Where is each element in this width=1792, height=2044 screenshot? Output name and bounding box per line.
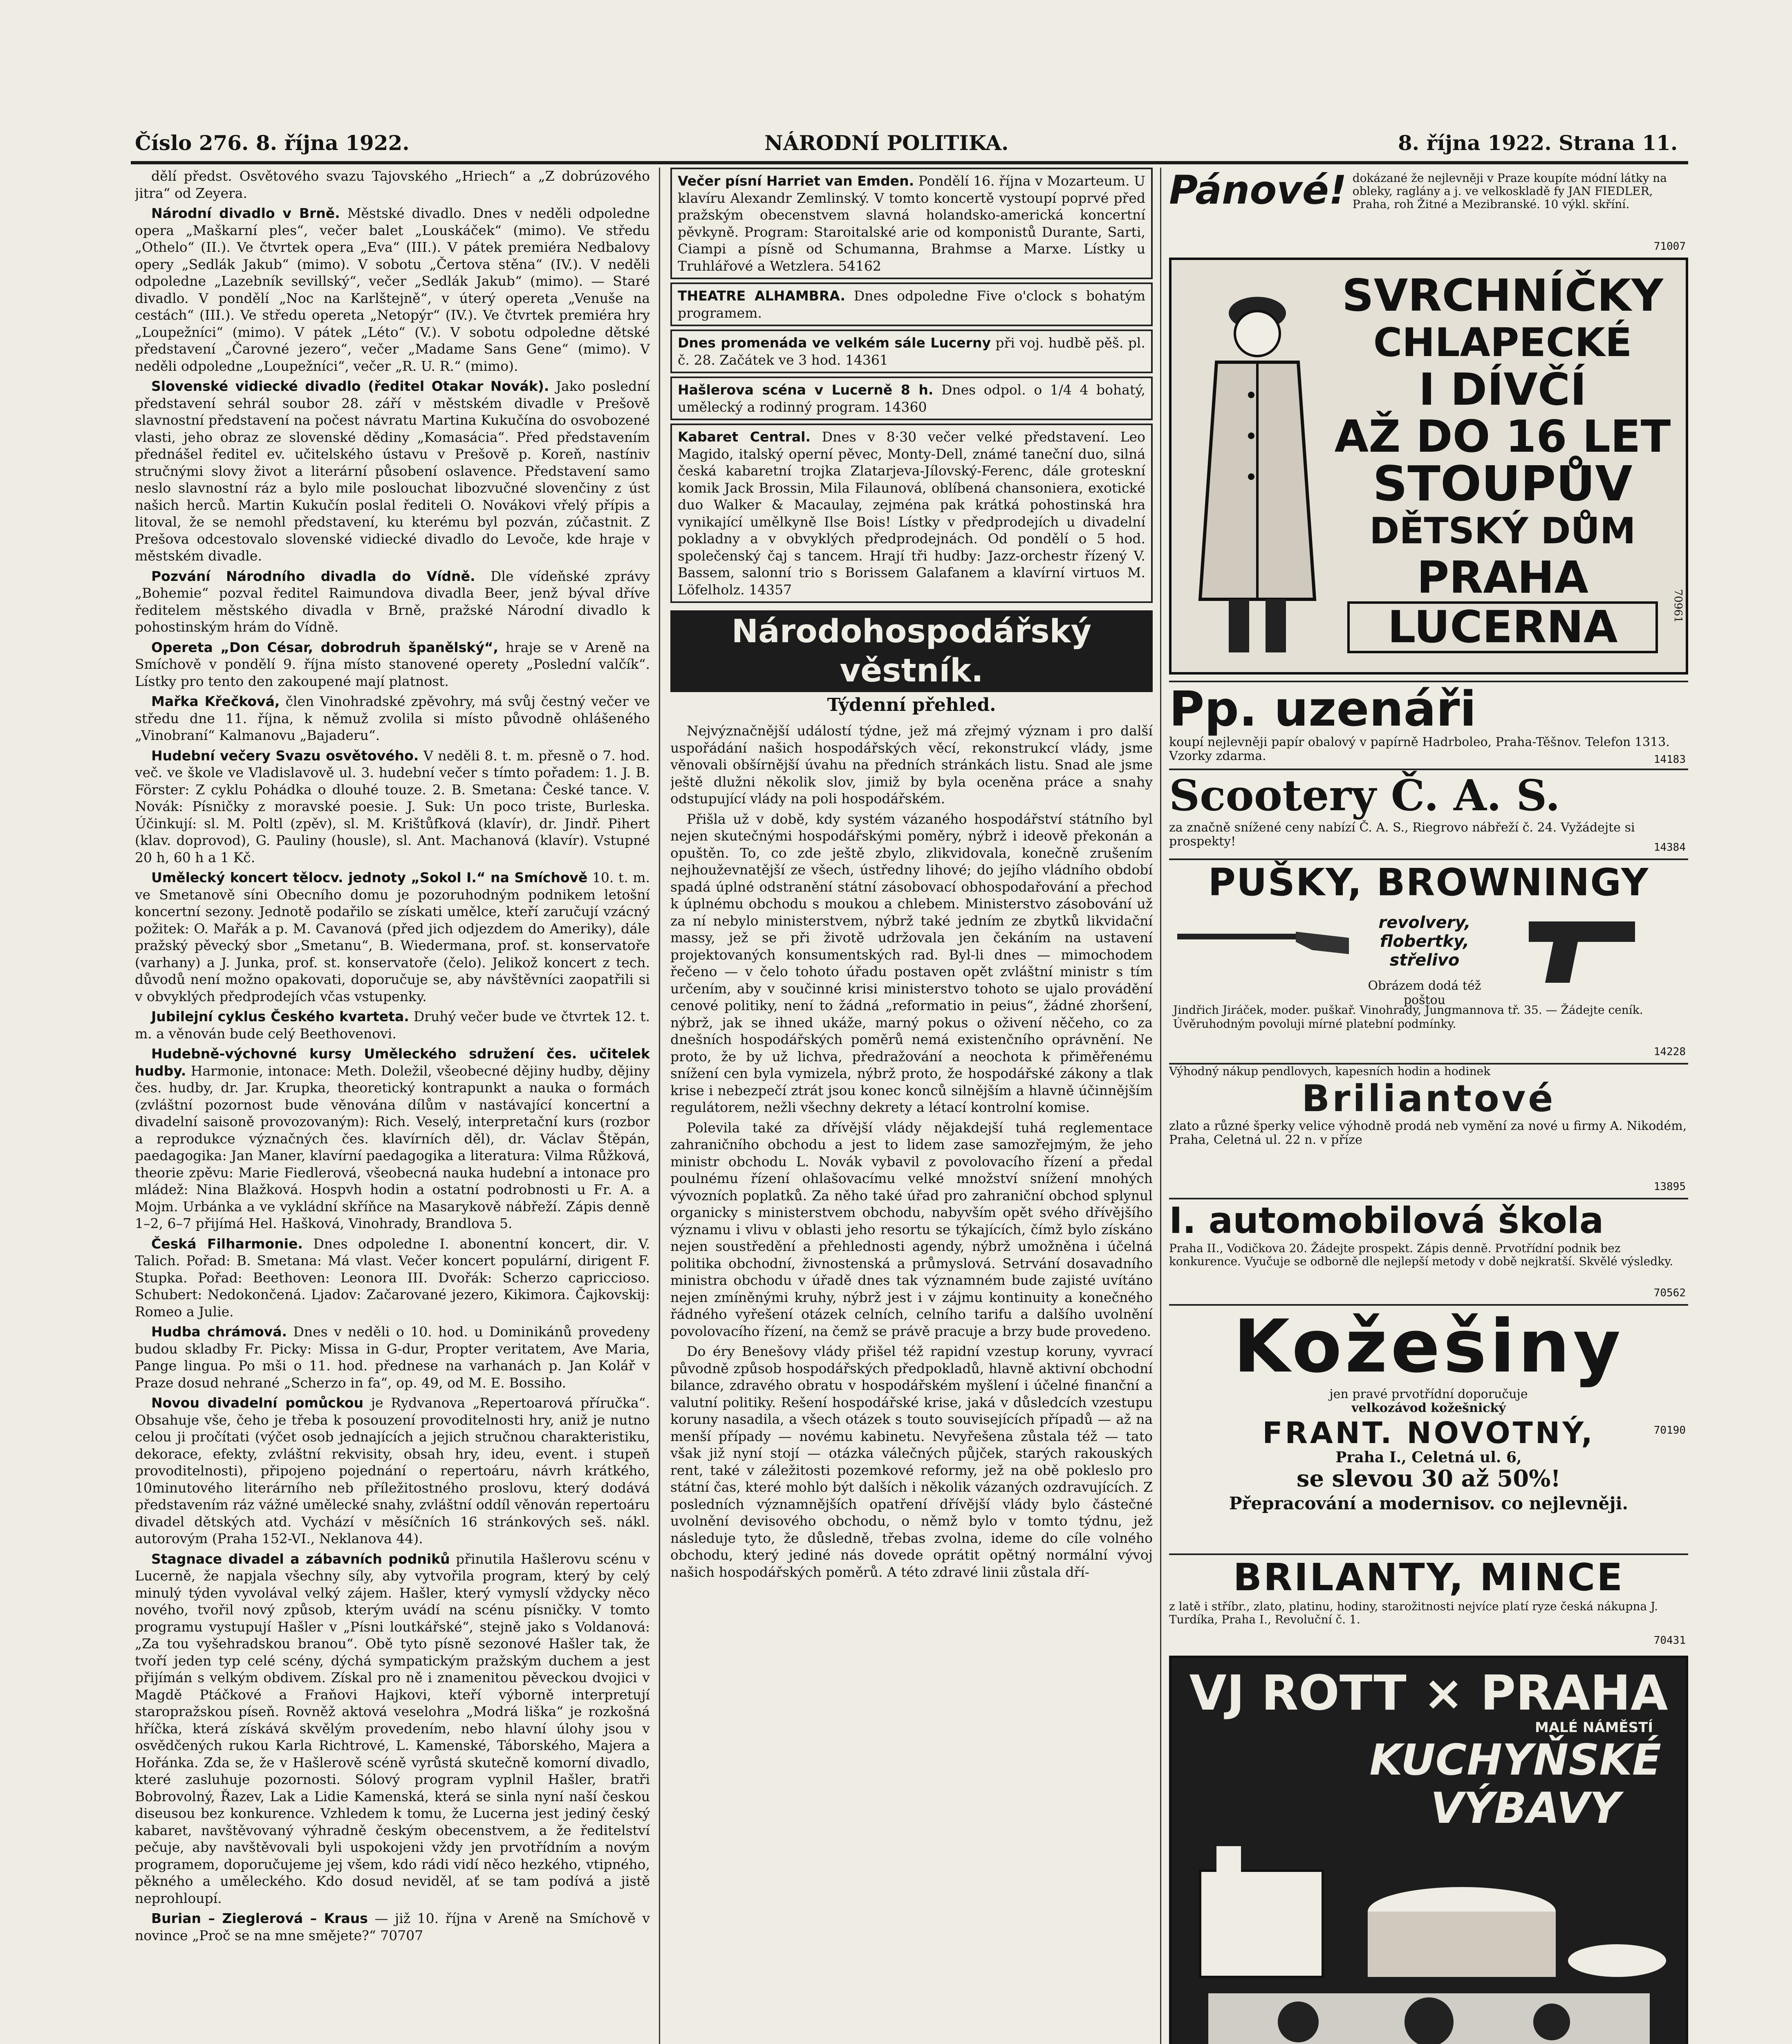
rifle-illustration xyxy=(1173,913,1353,962)
paragraph-lead: Umělecký koncert tělocv. jednoty „Sokol I.“ na Smíchově xyxy=(151,870,588,885)
poster-line: AŽ DO 16 LET xyxy=(1334,411,1671,462)
kitchenware-illustration xyxy=(1176,1838,1682,2044)
ad-uzenari-text: koupí nejlevněji papír obalový v papírně Hadrboleo, Praha-Těšnov. Telefon 1313. Vzorky zdarma. xyxy=(1169,735,1670,763)
paragraph-lead: THEATRE ALHAMBRA. xyxy=(678,288,845,304)
paragraph-lead: Česká Filharmonie. xyxy=(151,1235,303,1252)
article-paragraph xyxy=(135,168,650,202)
paragraph-text: Dnes v 8·30 večer velké představení. Leo Magido, italský operní pěvec, Monty-Dell, známé taneční duo, silná česká kabaretní trojka Zlatarjeva-Jílovský-Ferenc, dále groteskní komik Jack Brossin, Mila Filaunová, oblíbená chansoniera, exotické duo Walker & Macaulay, zejména pak krátká pohostinská hra vynikající umělkyně Ilse Bois! Lístky v předprodejích u divadelní pokladny a v obvyklých předprodejnách. Od pondělí o 5 hod. společenský čaj s tancem. Hrají tři hudby: Jazz-orchestr řízený V. Bassem, salonní trio s Borissem Galafanem a klavírní virtuos M. Löfelholz. 14357 xyxy=(678,429,1145,598)
ad-pusky-firm: Jindřich Jiráček, moder. puškař. Vinohrady, Jungmannova tř. 35. — Žádejte ceník. Úvěruhodným povoluji mírné platební podmínky. xyxy=(1173,1003,1643,1031)
ad-brilanty-title: BRILANTY, MINCE xyxy=(1233,1555,1624,1599)
ad-brilanty-text: z latě i stříbr., zlato, platinu, hodiny, starožitnosti nejvíce platí ryze česká nákupna J. Turdíka, Praha I., Revoluční č. 1. xyxy=(1169,1600,1658,1626)
paragraph-text: dělí předst. Osvětového svazu Tajovského „Hriech“ a „Z dobrúzového jitra“ od Zeyera. xyxy=(135,168,650,201)
paragraph-lead: Mařka Křečková, xyxy=(151,693,280,709)
ad-kozesiny-novotny xyxy=(1169,1304,1688,1549)
article-paragraph: Nejvýznačnější událostí týdne, jež má zřejmý význam i pro další uspořádání našich hospodářských věcí, rekonstrukcí vlády, jsme věnovali obšírnější úvahu na předních stránkách listu. Snad ale jsme ještě dlužni několik slov, jimiž by byla oceněna práce a snahy odstupující vlády na poli hospodářském. xyxy=(670,723,1153,807)
ad-number: 70562 xyxy=(1653,1287,1686,1299)
ad-automobil-title: I. automobilová škola xyxy=(1169,1199,1604,1242)
header-date-page: 8. října 1922. Strana 11. xyxy=(1398,131,1678,155)
ad-uzenari xyxy=(1169,681,1688,766)
paragraph-lead: Stagnace divadel a zábavních podniků xyxy=(151,1551,450,1567)
ad-scootery-title: Scootery Č. A. S. xyxy=(1169,770,1560,820)
ad-briliantove-title: Briliantové xyxy=(1301,1077,1556,1120)
article-paragraph xyxy=(670,282,1153,326)
ad-kozesiny-discount: se slevou 30 až 50%! xyxy=(1297,1465,1561,1492)
article-paragraph xyxy=(670,377,1153,420)
article-paragraph xyxy=(135,869,650,1005)
ad-automobil-text: Praha II., Vodičkova 20. Žádejte prospekt. Zápis denně. Prvotřídní podnik bez konkurence. Vyučuje se odborně dle nejlepší metody v době nejkratší. Skvělé výsledky. xyxy=(1169,1242,1673,1268)
article-paragraph xyxy=(135,639,650,690)
paragraph-text: Pondělí 16. října v Mozarteum. U klavíru Alexandr Zemlinský. V tomto koncertě vystoupí poprvé před pražským obecenstvem slavná holandsko-americká koncertní pěvkyně. Program: Staroitalské arie od komponistů Durante, Sarti, Ciampi a písně od Schumanna, Brahmse a Marxe. Lístky u Truhlářové a Wetzlera. 54162 xyxy=(678,173,1145,274)
header-rule xyxy=(131,161,1688,164)
ad-stoupuv-poster xyxy=(1169,258,1688,675)
economy-article xyxy=(670,722,1153,1580)
vjrott-top: VJ ROTT × PRAHA xyxy=(1189,1665,1668,1721)
paragraph-lead: Novou divadelní pomůckou xyxy=(151,1395,364,1411)
article-paragraph xyxy=(135,1235,650,1320)
article-paragraph xyxy=(135,205,650,374)
paragraph-text: hraje se v Areně na Smíchově v pondělí 9. října místo stanovené operety „Poslední valčík“. Lístky pro tento den zakoupené mají platnost. xyxy=(135,639,650,689)
ad-pusky xyxy=(1169,858,1688,1059)
ad-number: 71007 xyxy=(1653,240,1686,253)
ad-pusky-items: revolvery, flobertky, střelivo xyxy=(1378,913,1471,970)
ad-panove-title: Pánové! xyxy=(1169,168,1347,213)
paragraph-lead: Hudební večery Svazu osvětového. xyxy=(151,747,419,764)
paragraph-lead: Hašlerova scéna v Lucerně 8 h. xyxy=(678,382,934,398)
article-paragraph xyxy=(135,1323,650,1391)
ad-scootery xyxy=(1169,769,1688,854)
article-paragraph xyxy=(135,1910,650,1944)
article-paragraph xyxy=(670,329,1153,373)
poster-line: STOUPŮV xyxy=(1373,455,1633,512)
paragraph-text: Druhý večer bude ve čtvrtek 12. t. m. a věnován bude celý Beethovenovi. xyxy=(135,1009,650,1042)
ad-briliantove-head: Výhodný nákup pendlovych, kapesních hodin a hodinek xyxy=(1169,1065,1491,1078)
ad-number: 70961 xyxy=(1672,589,1684,623)
paragraph-text: je Rydvanova „Repertoarová příručka“. Obsahuje vše, čeho je třeba k posouzení provoditelnosti hry, aniž je nutno celou ji pročítati (výčet osob jednajících a jejich stručnou charakteristiku, dekorace, efekty, zvláštní rekvisity, obsah hry, ideu, event. i stupeň provoditelnosti), připojeno pojednání o repertoáru, návrh krátkého, 10minutového literárního neb příležitostného proslovu, který dodává představením ráz vážné umělecké snahy, zvláštní oddíl věnován repertoáru divadel dětských atd. Vychází v měsíčních 16 stránkových seš. nákl. autorovým (Praha 152-VI., Neklanova 44). xyxy=(135,1395,650,1546)
ad-kozesiny-l2: velkozávod kožešnický xyxy=(1351,1401,1506,1415)
paragraph-text: přinutila Hašlerovu scénu v Lucerně, že napjala všechny síly, aby vytvořila program, který by celý minulý týden vyvolával velký zájem. Hašler, který vymyslí vždycky něco nového, tvořil nový způsob, kterým uvádí na scénu písničky. V tomto programu vystupují Hašler v „Písni loutkářské“, stejně jako s Voldanová: „Za tou vyšehradskou branou“. Obě tyto písně sezonové Hašler tak, že tvoří jeden typ celé scény, dýchá sympatickým pražským duchem a jest přijímán s velkým obdivem. Získal pro ně i znamenitou pěveckou dvojici v Magdě Ptáčkové a Fraňovi Hajkovi, kteří výborně interpretují staropražskou píseň. Rovněž aktová veselohra „Modrá liška“ je rozkošná hříčka, která získává skvělým provedením, nebo hlavní úlohy jsou v osvědčených rukou Karla Richtrové, L. Kamenské, Táborského, Majera a Hořánka. Zda se, že v Hašlerově scéně vyrůstá skutečně komorní divadlo, které zasluhuje pozornosti. Sólový program vyplnil Hašler, bratři Bobrovolný, Řazev, Lak a Lidie Kamenská, která se sinla nyní naší českou diseusou bez konkurence. Vzhledem k tomu, že Lucerna jest jediný český kabaret, navštěvovaný výhradně českým obecenstvem, a že ředitelství pečuje, aby navštěvovali byli uspokojeni vždy jen prvotřídním a novým programem, doporučujeme jej všem, kdo rádi vidí něco hezkého, vtipného, pěkného a uměleckého. Kdo dosud neviděl, ať se tam podívá a jistě neprohloupí. xyxy=(135,1551,650,1906)
column-divider xyxy=(1160,168,1161,2044)
section-title: Národohospodářský věstník. xyxy=(670,610,1153,692)
poster-line: DĚTSKÝ DŮM xyxy=(1369,510,1636,552)
paragraph-text: Dnes v neděli o 10. hod. u Dominikánů provedeny budou skladby Fr. Picky: Missa in G-dur, Propter veritatem, Ave Maria, Pange lingua. Po mši o 11. hod. přednese na varhanách p. Jan Kolář v Praze dosud nehrané „Scherzo in fa“, op. 49, od M. E. Bossiho. xyxy=(135,1324,650,1391)
paragraph-text: Harmonie, intonace: Meth. Doležil, všeobecné dějiny hudby, dějiny čes. hudby, dr. Jar. Krupka, theoretický kontrapunkt a nauka o formách (zvláštní pozornost bude věnována dílům v nastávající koncertní a divadelní saisoně provozovaným): Rich. Veselý, interpretační kurs (rozbor a reprodukce význačných čes. klavírních děl), dr. Václav Štěpán, paedagogika: Jan Maner, klavírní paedagogika a literatura: Vilma Růžková, theorie zpěvu: Marie Fiedlerová, všeobecná nauka hudební a intonace pro mládež: Nina Blažková. Hospvh hodin a ostatní podrobnosti u Fr. A. a Mojm. Urbánka a ve vykládní skříňce na Masarykově nábřeží. Zápis denně 1–2, 6–7 přijímá Hel. Hašková, Vinohrady, Brandlova 5. xyxy=(135,1062,650,1231)
section-subtitle: Týdenní přehled. xyxy=(827,695,996,715)
page-header xyxy=(135,131,1688,164)
paragraph-text: při voj. hudbě pěš. pl. č. 28. Začátek ve 3 hod. 14361 xyxy=(678,335,1145,368)
ad-kozesiny-firm: FRANT. NOVOTNÝ, xyxy=(1262,1416,1595,1450)
ad-number: 13895 xyxy=(1653,1181,1686,1193)
article-paragraph xyxy=(135,1008,650,1042)
poster-line: CHLAPECKÉ xyxy=(1373,320,1632,365)
paragraph-text: 10. t. m. ve Smetanově síni Obecního domu je pozoruhodným podnikem letošní koncertní sezony. Jednotě podařilo se získati umělce, kteří zaručují vzácný požitek: O. Mařák a p. M. Cavanová (před jich odjezdem do Ameriky), dále pražský pěvecký sbor „Smetanu“, B. Wiedermana, prof. st. konservatoře (varhany) a J. Junka, prof. st. konservatoře (čelo). Jelikož koncert z tech. důvodů není možno opakovati, doporučuje se, aby návštěvníci zaopatřili si v obvyklých předprodejích včas vstupenky. xyxy=(135,870,650,1004)
paragraph-lead: Hudba chrámová. xyxy=(151,1324,287,1340)
ad-kozesiny-foot: Přepracování a modernisov. co nejlevněji. xyxy=(1229,1493,1628,1513)
header-masthead: NÁRODNÍ POLITIKA. xyxy=(764,131,1009,155)
boy-coat-illustration xyxy=(1180,264,1335,673)
ad-automobil-skola xyxy=(1169,1198,1688,1300)
ad-panove-text: dokázané že nejlevněji v Praze koupíte módní látky na obleky, raglány a j. ve velkoskladě fy JAN FIEDLER, Praha, roh Žitné a Mezibranské. 10 výkl. skříní. xyxy=(1352,171,1667,211)
paragraph-text: Dnes odpol. o 1/4 4 bohatý, umělecký a rodinný program. 14360 xyxy=(678,382,1145,415)
article-paragraph xyxy=(135,1551,650,1907)
ad-panove xyxy=(1169,168,1688,253)
column-culture-news xyxy=(135,168,650,2044)
article-paragraph xyxy=(135,693,650,744)
paragraph-text: Jako poslední představení sehrál soubor 28. září v městském divadle v Prešově slavnostní představení na počest návratu Martina Kukučína do osvobozené vlasti, jeho obraz ze slovenské dědiny „Komasácia“. Před představením přednášel ředitel ev. učitelského ústavu v Prešově p. Koreň, nastíniv stručnými slovy život a literární působení oslavence. Představení samo neslo slavnostní ráz a bylo mile poslouchat libozvučné slovenčiny z úst našich herců. Martin Kukučín poslal řediteli O. Novákovi vřelý přípis a litoval, že se nemohl představení, ku kterému byl pozván, zúčastnit. Z Prešova odcestovalo slovenské vidiecké divadlo do Levoče, kde hraje v městském divadle. xyxy=(135,378,650,564)
article-paragraph xyxy=(135,1394,650,1547)
article-paragraph: Do éry Benešovy vlády přišel též rapidní vzestup koruny, vyvrací původně způsob hospodářských předpokladů, hlavně aktivní obchodní bilance, zdravého obratu v hospodářském myšlení i účelné finanční a valutní politiky. Rešení hospodářské krise, jaká v důsledcích vzestupu koruny nasadila, a všech otázek s touto souvisejících případů — až na menší případy — novému kabinetu. Nevyřešena zůstala též — tato však již nyní stojí — otázka válečných půjček, starých rakouských rent, také v záležitosti pozemkové reformy, jež na obě pokleslo pro státní čas, které mohlo být dalších i několik vázaných ozdravujících. Z posledních významnějších opatření dřívější vlády bylo částečné uvolnění devisového obchodu, o němž bylo v tomto týdnu, jež následuje tyto, že důsledně, třebas zvolna, ideme do cíle volného obchodu, který jediné nás dovede oprátit opětný normální vývoj našich hospodářských poměrů. A této zdravé linii zůstala dří- xyxy=(670,1343,1153,1580)
ad-number: 14384 xyxy=(1653,841,1686,854)
ad-pusky-title: PUŠKY, BROWNINGY xyxy=(1208,861,1649,904)
advertisement-column xyxy=(1169,168,1688,2044)
ad-kozesiny-title: Kožešiny xyxy=(1233,1304,1624,1389)
article-paragraph xyxy=(670,168,1153,279)
article-paragraph xyxy=(135,378,650,565)
paragraph-text: Dnes odpoledne Five o'clock s bohatým programem. xyxy=(678,288,1145,321)
poster-line: PRAHA xyxy=(1417,552,1588,603)
article-paragraph: Přišla už v době, kdy systém vázaného hospodářství státního byl nejen skutečnými hospodářskými poměry, nýbrž i ideově překonán a opuštěn. To, co zde ještě zbylo, zlikvidovala, konečně zrušením nejhouževnatější ze všech, ústředny lihové; do jejího vládního období spadá úplné odstranění státní zásobovací obhospodařování a přechod k úplnému obchodu s moukou a chlebem. Ministerstvo zásobování už za ní nebylo ministerstvem, nýbrž také jedním ze zbytků likvidační massy, jež se při životě udržovala jen čekáním na ustavení projektovaných konsumentských rad. Byl-li dnes — mimochodem řečeno — v čelo tohoto úřadu postaven opět zvláštní ministr s tím určením, aby v součinné krisi ministerstvo tohoto se ujalo provádění cenové politiky, není to žádná „reformatio in peius“, žádné zhoršení, nýbrž, jak se ihned ukáže, marný pokus o oživení něčeho, co za dnešních hospodářských poměrů nemá existenčního oprávnění. Ne proto, že by už lichva, předražování a neochota k přiměřenému snížení cen byla vymizela, nýbrž proto, že hospodářské zákony a tlak krise i nebezpečí ztrát jsou konec konců silnějším a hlavně účinnějším regulátorem, nežli všechny dekrety a létací kontrolní komise. xyxy=(670,811,1153,1115)
paragraph-text: Dnes odpoledne I. abonentní koncert, dir. V. Talich. Pořad: B. Smetana: Má vlast. Večer koncert populární, dirigent F. Stupka. Pořad: Beethoven: Leonora III. Dvořák: Scherzo capriccioso. Schubert: Nedokončená. Ljadov: Začarované jezero, Kikimora. Čajkovskij: Romeo a Julie. xyxy=(135,1235,650,1320)
paragraph-lead: Večer písní Harriet van Emden. xyxy=(678,173,914,189)
paragraph-text: V neděli 8. t. m. přesně o 7. hod. več. ve škole ve Vladislavově ul. 3. hudební večer s tímto pořadem: 1. J. B. Förster: Z cyklu Pohádka o dlouhé touze. 2. B. Smetana: České tance. V. Novák: Písničky z moravské poesie. J. Suk: Un poco triste, Burleska. Účinkují: sl. M. Poltl (zpěv), sl. M. Krištůfková (klavír), dr. Jindř. Pihert (klav. doprovod), G. Pauliny (housle), sl. Ant. Machanová (klavír). Vstupné 20 h, 60 h a 1 Kč. xyxy=(135,747,650,865)
vjrott-sub: MALÉ NÁMĚSTÍ xyxy=(1534,1719,1653,1736)
ad-kozesiny-l1: jen pravé prvotřídní doporučuje xyxy=(1329,1387,1528,1401)
poster-line: LUCERNA xyxy=(1347,601,1658,653)
ad-pusky-note: Obrázem dodá též poštou xyxy=(1368,979,1481,1007)
ad-number: 14183 xyxy=(1653,753,1686,766)
vjrott-l1: KUCHYŇSKÉ xyxy=(1369,1735,1661,1785)
article-paragraph xyxy=(135,568,650,636)
paragraph-text: člen Vinohradské zpěvohry, má svůj čestný večer ve středu dne 11. října, k němuž zvolila si místo původně ohlášeného „Vinobraní“ Kalmanovu „Bajaderu“. xyxy=(135,693,650,743)
poster-line: SVRCHNÍČKY xyxy=(1342,270,1663,321)
ad-briliantove-text: zlato a různé šperky velice výhodně prodá neb vymění za nové u firmy A. Nikodém, Praha, Celetná ul. 22 n. v příze xyxy=(1169,1119,1687,1147)
ad-vjrott-poster xyxy=(1169,1656,1688,2044)
article-paragraph xyxy=(135,1045,650,1232)
paragraph-lead: Burian – Zieglerová – Kraus xyxy=(151,1910,368,1926)
paragraph-lead: Hudebně-výchovné kursy Uměleckého sdružení čes. učitelek hudby. xyxy=(135,1046,650,1079)
paragraph-lead: Slovenské vidiecké divadlo (ředitel Otakar Novák). xyxy=(151,378,549,394)
column-announcements-economy xyxy=(670,168,1153,2044)
paragraph-text: Dle vídeňské zprávy „Bohemie“ pozval ředitel Raimundova divadla Beer, jenž býval dříve ředitelem městského divadla v Brně, pražské Národní divadlo k pohostinským hrám do Vídně. xyxy=(135,568,650,635)
poster-line: I DÍVČÍ xyxy=(1418,364,1587,415)
article-paragraph xyxy=(135,747,650,866)
article-paragraph xyxy=(670,424,1153,603)
paragraph-text: — již 10. října v Areně na Smíchově v novince „Proč se na mne smějete?“ 70707 xyxy=(135,1910,650,1943)
paragraph-lead: Kabaret Central. xyxy=(678,429,811,445)
article-paragraph: Polevila také za dřívější vlády nějakdejší tuhá reglementace zahraničního obchodu a jest to lidem zase samozřejmým, že jeho ministr obchodu L. Novák vybavil z povolovacího řízení a předal poulnému řízení ohlašovacímu velké množství snížení mnohých vývozních poplatků. Za něho také úřad pro zahraniční obchod splynul organicky s ministerstvem obchodu, nabyvším opět svého dřívějšího významu i vlivu v oblasti jeho resortu se týkajících, čímž bylo získáno nejen soustředění a přehlednosti agendy, nýbrž umožněna i účelná politika obchodní, živnostenská a průmyslová. Setrvání dosavadního ministra obchodu v úřadě dnes tak významném bude zajisté uvítáno nejen zmíněnými kruhy, nýbrž jest i v zájmu kontinuity a konečného řádného vyřešení otázek celních, celního tarifu a dalšího uvolnění povolovacího řízení, na čemž se právě pracuje a brzy bude provedeno. xyxy=(670,1119,1153,1339)
ad-brilanty-mince xyxy=(1169,1553,1688,1647)
announcement-list xyxy=(670,168,1153,603)
ad-number: 14228 xyxy=(1653,1046,1686,1058)
pistol-illustration xyxy=(1521,913,1643,987)
ad-briliantove xyxy=(1169,1063,1688,1194)
ad-scootery-text: za značně snížené ceny nabízí Č. A. S., Riegrovo nábřeží č. 24. Vyžádejte si prospekty! xyxy=(1169,820,1635,849)
paragraph-lead: Dnes promenáda ve velkém sále Lucerny xyxy=(678,335,991,351)
paragraph-text: Městské divadlo. Dnes v neděli odpoledne opera „Maškarní ples“, večer balet „Louskáček“ (mimo). Ve středu „Othelo“ (II.). Ve čtvrtek opera „Eva“ (III.). V pátek premiéra Nedbalovy opery „Sedlák Jakub“ (mimo). V sobotu „Čertova stěna“ (IV.). V neděli odpoledne „Lazebník sevillský“, večer „Sedlák Jakub“ (mimo). — Staré divadlo. V pondělí „Noc na Karlštejně“, v úterý opereta „Venuše na cestách“ (III.). Ve středu opereta „Netopýr“ (IV.). Ve čtvrtek premiéra hry „Loupežníci“ (mimo). V pátek „Léto“ (V.). V sobotu odpoledne dětské představení „Čarovné jezero“, večer „Madame Sans Gene“ (mimo). V neděli odpoledne „Loupežníci“, večer „R. U. R.“ (mimo). xyxy=(135,205,650,374)
paragraph-lead: Národní divadlo v Brně. xyxy=(151,205,340,221)
paragraph-lead: Jubilejní cyklus Českého kvarteta. xyxy=(151,1009,409,1024)
paragraph-lead: Pozvání Národního divadla do Vídně. xyxy=(151,568,475,584)
ad-number: 70431 xyxy=(1653,1634,1686,1647)
vjrott-l2: VÝBAVY xyxy=(1430,1783,1620,1833)
paragraph-lead: Opereta „Don César, dobrodruh španělský“, xyxy=(151,639,499,655)
column-divider xyxy=(659,168,660,2044)
ad-kozesiny-addr: Praha I., Celetná ul. 6, xyxy=(1335,1449,1522,1466)
ad-number: 70190 xyxy=(1653,1424,1686,1437)
ad-uzenari-title: Pp. uzenáři xyxy=(1169,681,1476,737)
header-issue: Číslo 276. 8. října 1922. xyxy=(135,131,410,155)
